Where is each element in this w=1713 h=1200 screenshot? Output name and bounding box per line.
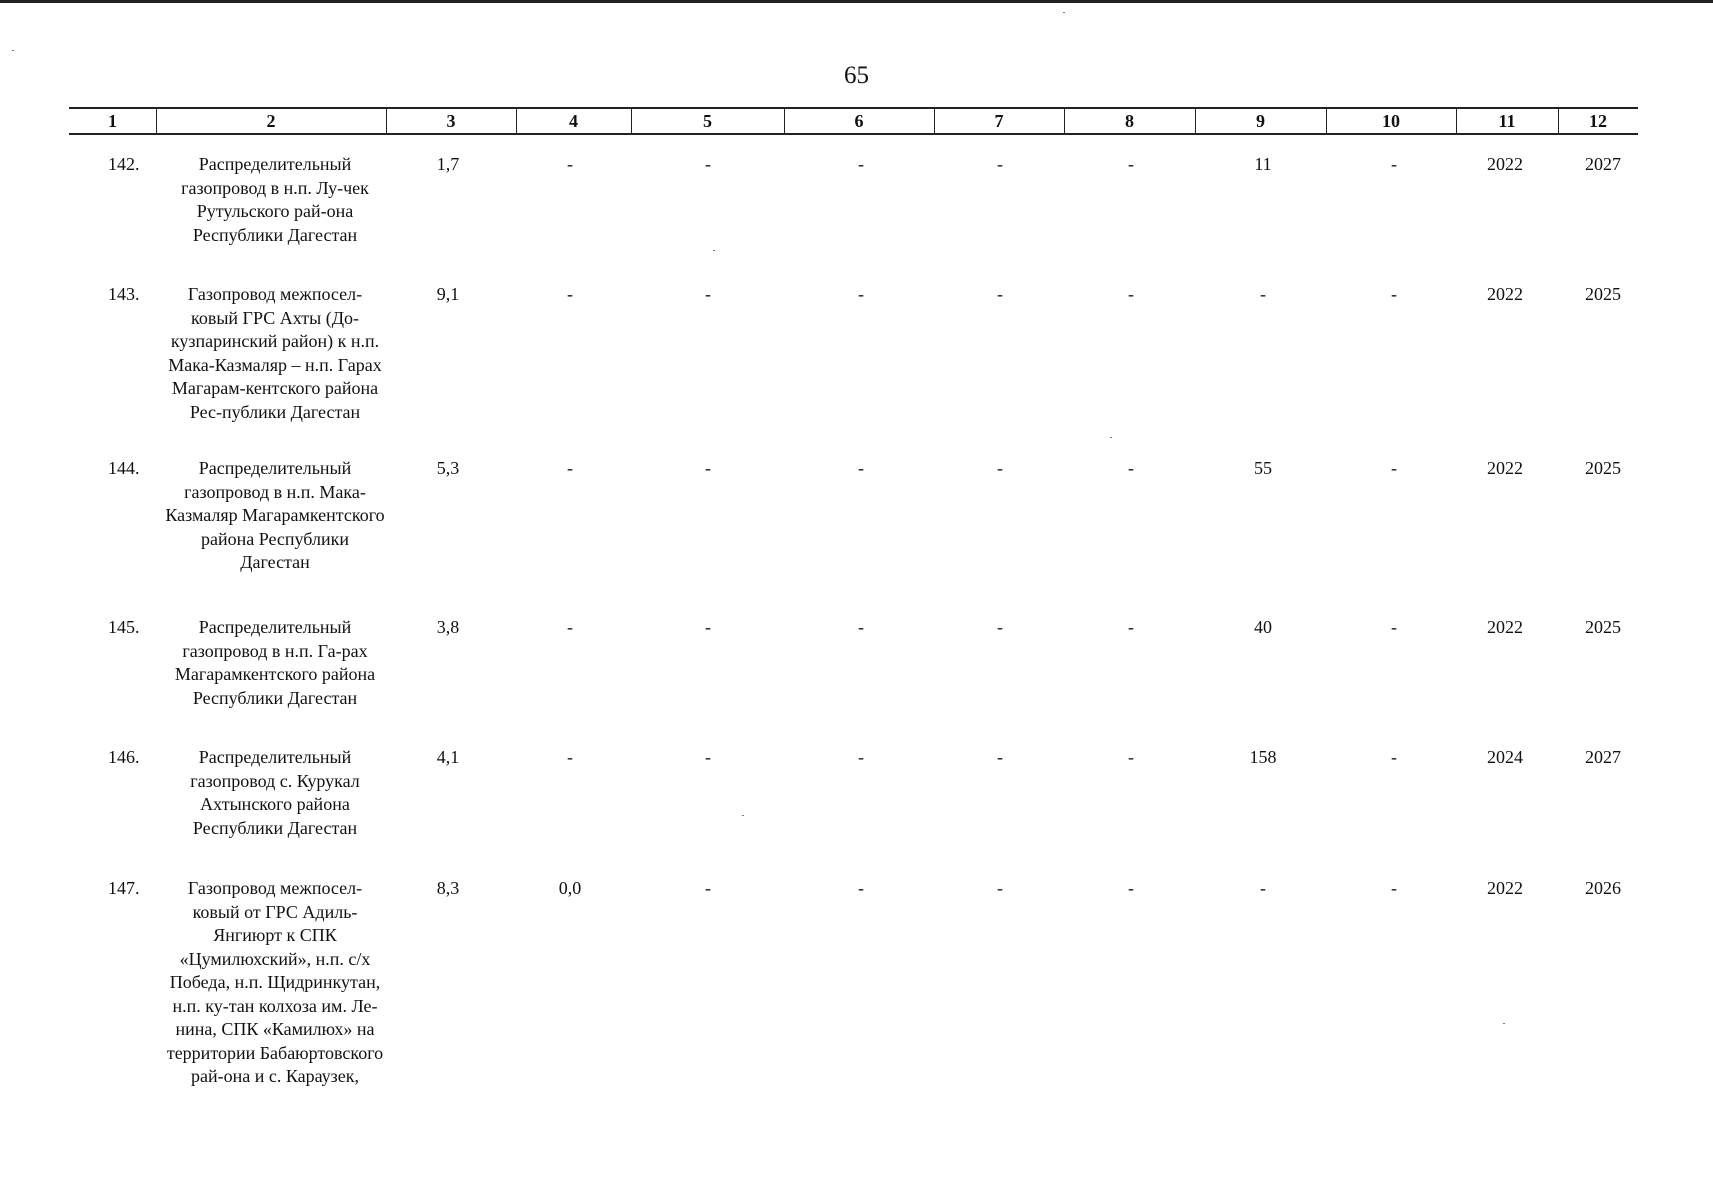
header-bottom-rule bbox=[69, 133, 1638, 135]
cell-col-5: - bbox=[705, 284, 711, 304]
cell-col-3: 1,7 bbox=[436, 154, 460, 174]
header-col-3: 3 bbox=[446, 111, 456, 131]
page-number: 65 bbox=[844, 62, 869, 89]
cell-col-11: 2022 bbox=[1487, 284, 1523, 304]
header-col-4: 4 bbox=[569, 111, 578, 131]
cell-col-12: 2025 bbox=[1585, 458, 1621, 478]
cell-col-3: 4,1 bbox=[436, 747, 460, 767]
cell-col-7: - bbox=[997, 154, 1003, 174]
cell-col-8: - bbox=[1128, 458, 1134, 478]
scan-speck bbox=[12, 50, 14, 51]
cell-col-12: 2026 bbox=[1585, 878, 1621, 898]
cell-col-6: - bbox=[858, 154, 864, 174]
scan-speck bbox=[742, 815, 744, 816]
cell-col-11: 2022 bbox=[1487, 617, 1523, 637]
cell-col-12: 2027 bbox=[1585, 154, 1621, 174]
cell-col-4: - bbox=[567, 284, 573, 304]
row-number: 143. bbox=[108, 284, 140, 304]
header-col-1: 1 bbox=[108, 111, 117, 131]
object-name: Распределительный газопровод с. Курукал Ахтынского района Республики Дагестан bbox=[190, 747, 360, 838]
cell-col-7: - bbox=[997, 878, 1003, 898]
cell-col-11: 2022 bbox=[1487, 878, 1523, 898]
header-col-2: 2 bbox=[266, 111, 276, 131]
cell-col-10: - bbox=[1391, 747, 1397, 767]
cell-col-10: - bbox=[1391, 154, 1397, 174]
cell-col-7: - bbox=[997, 458, 1003, 478]
cell-col-5: - bbox=[705, 617, 711, 637]
cell-col-4: - bbox=[567, 747, 573, 767]
cell-col-9: - bbox=[1260, 878, 1266, 898]
cell-col-10: - bbox=[1391, 284, 1397, 304]
cell-col-5: - bbox=[705, 154, 711, 174]
scan-speck bbox=[1503, 1023, 1505, 1024]
scan-speck bbox=[1063, 12, 1065, 13]
cell-col-6: - bbox=[858, 878, 864, 898]
cell-col-6: - bbox=[858, 747, 864, 767]
cell-col-5: - bbox=[705, 747, 711, 767]
scan-speck bbox=[713, 250, 715, 251]
scan-top-border bbox=[0, 0, 1713, 3]
cell-col-12: 2027 bbox=[1585, 747, 1621, 767]
cell-col-3: 3,8 bbox=[436, 617, 460, 637]
cell-col-3: 5,3 bbox=[436, 458, 460, 478]
row-number: 144. bbox=[108, 458, 140, 478]
cell-col-7: - bbox=[997, 617, 1003, 637]
object-name: Газопровод межпосел-ковый ГРС Ахты (До-кузпаринский район) к н.п. Мака-Казмаляр – н.п. Гарах Магарам-кентского района Рес-публики Дагестан bbox=[168, 284, 382, 422]
object-name: Газопровод межпосел-ковый от ГРС Адиль-Янгиюрт к СПК «Цумилюхский», н.п. с/х Победа, н.п. Щидринкутан, н.п. ку-тан колхоза им. Ле-нина, СПК «Камилюх» на территории Бабаюртовского рай-она и с. Караузек, bbox=[166, 878, 384, 1086]
cell-col-10: - bbox=[1391, 878, 1397, 898]
cell-col-5: - bbox=[705, 878, 711, 898]
cell-col-4: 0,0 bbox=[558, 878, 582, 898]
cell-col-9: 40 bbox=[1254, 617, 1272, 637]
row-number: 146. bbox=[108, 747, 140, 767]
cell-col-10: - bbox=[1391, 617, 1397, 637]
cell-col-9: - bbox=[1260, 284, 1266, 304]
header-top-rule bbox=[69, 107, 1638, 109]
cell-col-3: 9,1 bbox=[436, 284, 460, 304]
cell-col-12: 2025 bbox=[1585, 617, 1621, 637]
cell-col-10: - bbox=[1391, 458, 1397, 478]
header-col-9: 9 bbox=[1256, 111, 1265, 131]
header-col-5: 5 bbox=[703, 111, 712, 131]
object-name: Распределительный газопровод в н.п. Мака-Казмаляр Магарамкентского района Республики Дагестан bbox=[165, 458, 385, 572]
header-col-7: 7 bbox=[994, 111, 1004, 131]
cell-col-9: 158 bbox=[1249, 747, 1277, 767]
object-name: Распределительный газопровод в н.п. Га-рах Магарамкентского района Республики Дагестан bbox=[174, 617, 376, 708]
scan-speck bbox=[1110, 437, 1112, 438]
cell-col-4: - bbox=[567, 458, 573, 478]
row-number: 142. bbox=[108, 154, 140, 174]
cell-col-11: 2024 bbox=[1487, 747, 1523, 767]
header-col-8: 8 bbox=[1125, 111, 1134, 131]
cell-col-7: - bbox=[997, 284, 1003, 304]
cell-col-6: - bbox=[858, 458, 864, 478]
cell-col-12: 2025 bbox=[1585, 284, 1621, 304]
cell-col-8: - bbox=[1128, 747, 1134, 767]
cell-col-11: 2022 bbox=[1487, 458, 1523, 478]
cell-col-8: - bbox=[1128, 878, 1134, 898]
header-col-6: 6 bbox=[854, 111, 864, 131]
object-name: Распределительный газопровод в н.п. Лу-чек Рутульского рай-она Республики Дагестан bbox=[181, 154, 369, 245]
row-number: 145. bbox=[108, 617, 140, 637]
cell-col-5: - bbox=[705, 458, 711, 478]
cell-col-4: - bbox=[567, 617, 573, 637]
cell-col-4: - bbox=[567, 154, 573, 174]
header-col-10: 10 bbox=[1382, 111, 1400, 131]
table-header bbox=[69, 107, 1638, 135]
cell-col-7: - bbox=[997, 747, 1003, 767]
cell-col-6: - bbox=[858, 284, 864, 304]
cell-col-6: - bbox=[858, 617, 864, 637]
cell-col-8: - bbox=[1128, 284, 1134, 304]
header-col-12: 12 bbox=[1589, 111, 1607, 131]
header-col-11: 11 bbox=[1498, 111, 1516, 131]
row-number: 147. bbox=[108, 878, 140, 898]
cell-col-9: 55 bbox=[1254, 458, 1272, 478]
cell-col-3: 8,3 bbox=[436, 878, 460, 898]
cell-col-8: - bbox=[1128, 154, 1134, 174]
cell-col-9: 11 bbox=[1254, 154, 1272, 174]
cell-col-8: - bbox=[1128, 617, 1134, 637]
cell-col-11: 2022 bbox=[1487, 154, 1523, 174]
